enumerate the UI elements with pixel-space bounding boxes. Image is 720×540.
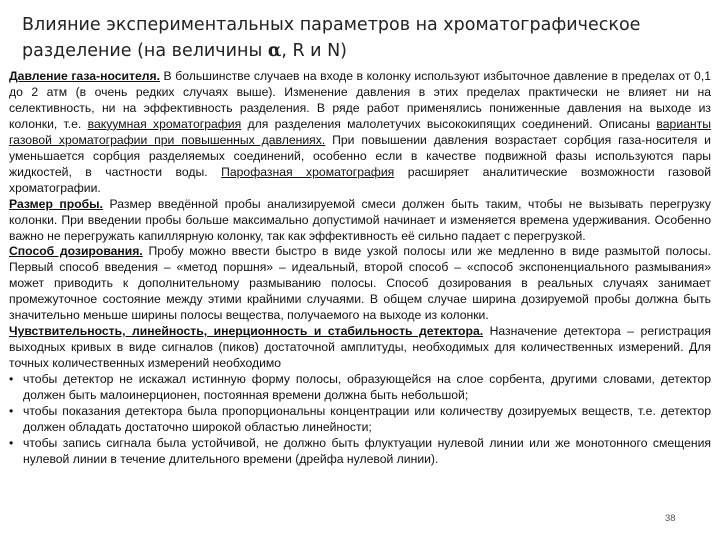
paragraph-sample-size <box>9 197 711 245</box>
detector-requirements-list <box>9 372 711 468</box>
title-text-part2: , R и N) <box>281 41 348 61</box>
slide-title <box>22 12 702 64</box>
link-vacuum-chromatography[interactable]: вакуумная хроматография <box>87 116 242 131</box>
bullet-icon: • <box>9 404 14 419</box>
heading-sample-size: Размер пробы. <box>9 196 103 211</box>
paragraph-dosing-method <box>9 244 711 324</box>
heading-carrier-gas-pressure: Давление газа-носителя. <box>9 69 160 83</box>
paragraph-text: для разделения малолетучих высококипящих соединений. Описаны <box>241 116 657 131</box>
paragraph-text: расширяет аналитические возможности газовой хроматографии. <box>9 164 712 195</box>
paragraph-carrier-gas-pressure <box>9 69 711 197</box>
slide-body <box>9 69 711 468</box>
heading-detector: Чувствительность, линейность, инерционность и стабильность детектора. <box>9 324 484 339</box>
paragraph-text: Размер введённой пробы анализируемой смеси должен быть таким, чтобы не вызывать перегрузку колонки. При введении пробы больше максимально допустимой начинает и изменяется времена удерживания. Особенно важно не перегружать капиллярную колонку, так как эффективность её сильно падает с перегрузкой. <box>9 196 711 243</box>
alpha-symbol: α <box>267 41 282 61</box>
page-number: 38 <box>665 513 676 524</box>
list-item <box>9 404 711 436</box>
link-high-pressure-gc[interactable]: варианты газовой хроматографии при повышенных давлениях. <box>9 116 711 147</box>
list-item-text: чтобы показания детектора была пропорциональны концентрации или количеству дозируемых веществ, т.е. детектор должен обладать достаточно широкой областью линейности; <box>23 404 711 434</box>
list-item <box>9 372 711 404</box>
paragraph-detector <box>9 324 711 372</box>
link-vapor-phase-chromatography[interactable]: Парофазная хроматография <box>221 164 395 179</box>
paragraph-text: В большинстве случаев на входе в колонку используют избыточное давление в пределах от 0,1 до 2 атм (в очень редких случаях выше). Изменение давления в этих пределах практически не влияет ни на селективность, ни на эффективность разделения. В ряде работ применялись пониженные давления на выходе из колонки, т.е. <box>9 69 711 131</box>
heading-dosing-method: Способ дозирования. <box>9 244 143 259</box>
list-item-text: чтобы детектор не искажал истинную форму полосы, образующейся на слое сорбента, другими словами, детектор должен быть малоинерционен, постоянная времени должна быть небольшой; <box>23 372 711 403</box>
list-item-text: чтобы запись сигнала была устойчивой, не должно быть флуктуации нулевой линии или же монотонного смещения нулевой линии в течение длительного времени (дрейфа нулевой линии). <box>23 435 711 466</box>
bullet-icon: • <box>9 372 14 387</box>
title-text-part1: Влияние экспериментальных параметров на хроматографическое разделение (на величины <box>22 15 641 61</box>
paragraph-text: Пробу можно ввести быстро в виде узкой полосы или же медленно в виде размытой полосы. Первый способ введения – «метод поршня» – идеальный, второй способ – «способ экспоненциального размывания» может приводить к дополнительному размыванию полосы. Способ дозирования в реальных случаях занимает промежуточное состояние между этими крайними случаями. В общем случае ширина дозируемой пробы должна быть значительно меньше ширины полосы вещества, получаемого на выходе из колонки. <box>9 244 712 323</box>
list-item <box>9 436 711 468</box>
bullet-icon: • <box>9 435 14 450</box>
paragraph-text: Назначение детектора – регистрация выходных кривых в виде сигналов (пиков) достаточной амплитуды, необходимых для количественных измерений. Для точных количественных измерений необходимо <box>9 324 711 371</box>
paragraph-text: При повышении давления возрастает сорбция газа-носителя и уменьшается сорбция разделяемых соединений, особенно если в качестве подвижной фазы используются пары жидкостей, в частности воды. <box>9 132 711 179</box>
